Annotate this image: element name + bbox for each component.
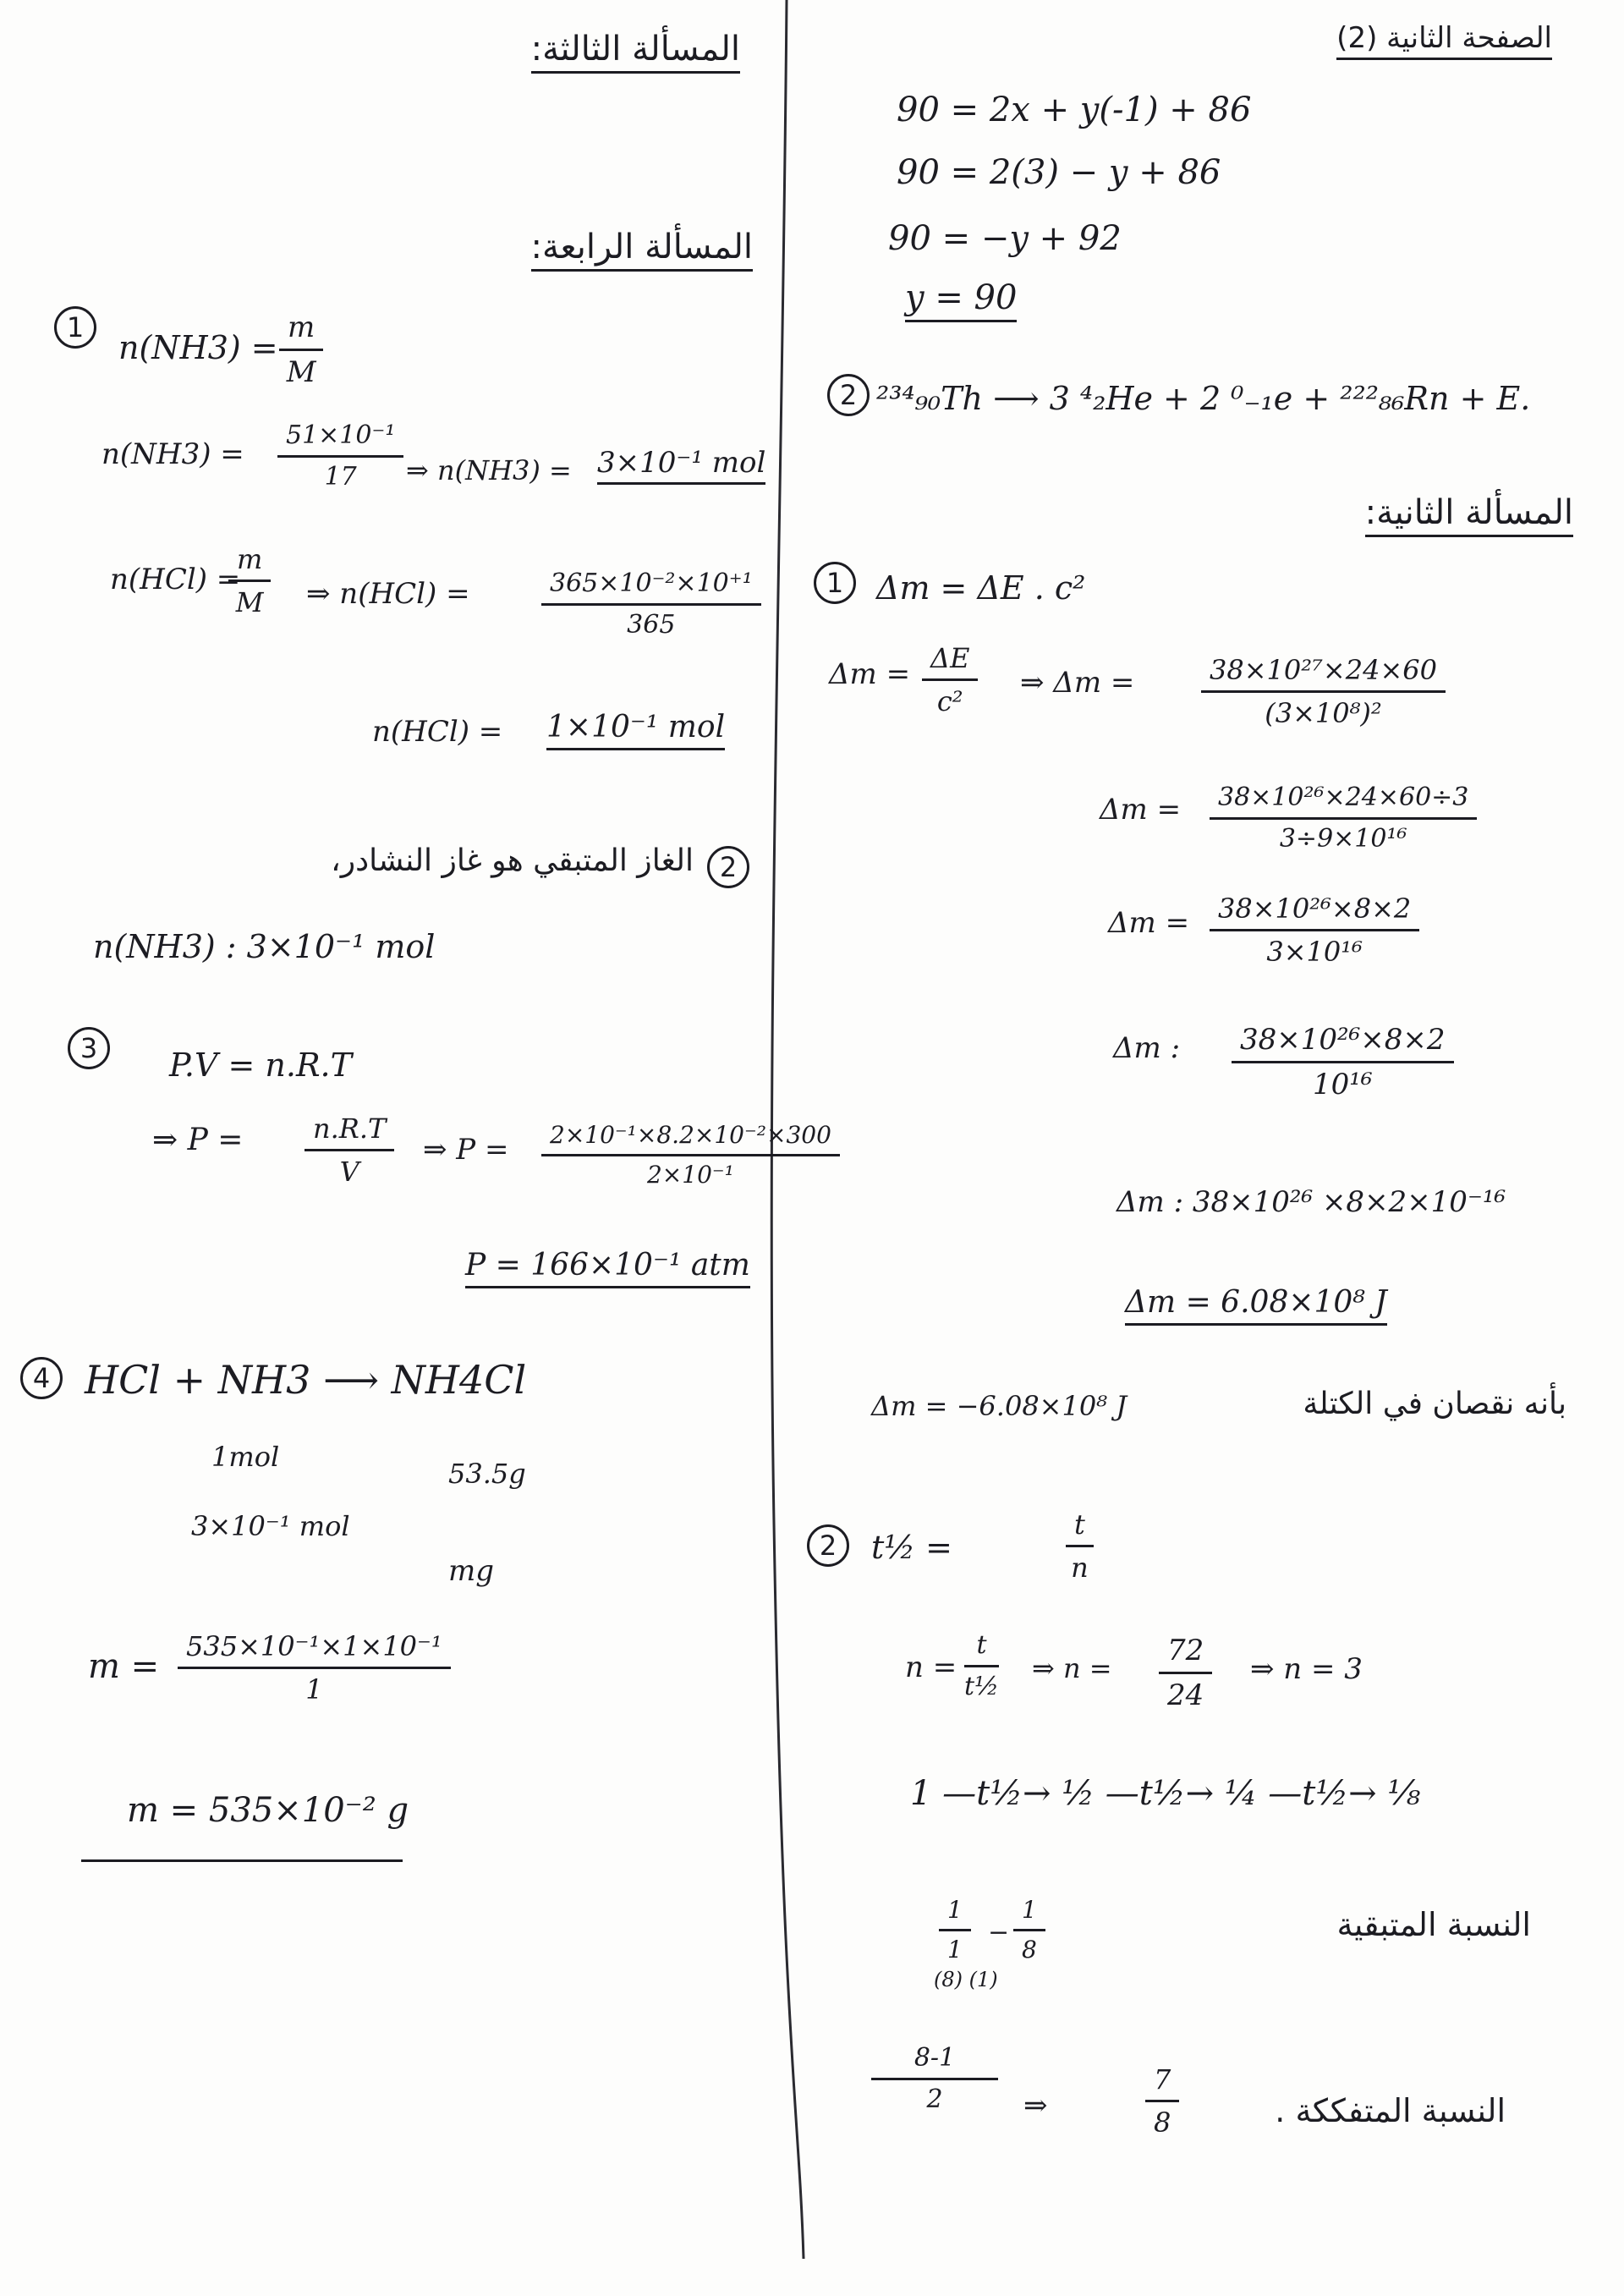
q1-line3-rhs: ⇒ n(HCl) =	[306, 577, 470, 611]
p2-q1-line6: Δm : 38×10²⁶ ×8×2×10⁻¹⁶	[1116, 1185, 1506, 1219]
p2-q1-line5-lhs: Δm :	[1113, 1031, 1181, 1065]
right-eq2: 90 = 2(3) − y + 86	[897, 153, 1221, 192]
p2-q2-line2-mid: ⇒ n =	[1032, 1652, 1112, 1684]
q3-frac-nrt-over-v: n.R.T V	[304, 1115, 394, 1185]
p2-q1-line3-frac: 38×10²⁶×24×60÷3 3÷9×10¹⁶	[1210, 785, 1477, 852]
nuclear-equation: ²³⁴₉₀Th ⟶ 3 ⁴₂He + 2 ⁰₋₁e + ²²²₈₆Rn + E.	[876, 380, 1531, 417]
nuclear-question-2-marker: 2	[827, 374, 870, 416]
q4-m-frac: 535×10⁻¹×1×10⁻¹ 1	[178, 1633, 451, 1703]
p2-q2-decay-chain: 1 —t½→ ½ —t½→ ¼ —t½→ ⅛	[910, 1774, 1421, 1813]
q1-line2-lhs: n(NH3) =	[102, 437, 244, 471]
p2-q2-final-seven-eighths: 7 8	[1145, 2066, 1179, 2136]
q1-line4-result: 1×10⁻¹ mol	[546, 712, 725, 750]
p2-q2-line1-lhs: t½ =	[871, 1529, 953, 1566]
q4-result-underline	[81, 1859, 403, 1862]
p2-q2-line2-lhs: n =	[905, 1651, 957, 1684]
question-2-marker: 2	[707, 846, 749, 888]
p2-q2-final-label: النسبة المتفككة .	[1275, 2092, 1506, 2129]
right-eq1: 90 = 2x + y(-1) + 86	[897, 91, 1252, 129]
p2-q1-frac-de-over-c2: ΔE c²	[922, 645, 978, 715]
p2-q1-line3-lhs: Δm =	[1100, 793, 1182, 827]
q4-m-lhs: m =	[88, 1647, 160, 1686]
p2-question-1-marker: 1	[814, 562, 856, 604]
p2-q2-final-arrow: ⇒	[1023, 2089, 1048, 2123]
q1-line3-frac: m M	[228, 546, 271, 616]
question-1-marker: 1	[54, 306, 96, 349]
question-4-marker: 4	[20, 1357, 63, 1399]
p2-q1-line2-mid: ⇒ Δm =	[1020, 666, 1135, 700]
p2-q2-rem-frac-a: 1 1	[939, 1898, 971, 1962]
problem-two-title: المسألة الثانية:	[1365, 496, 1573, 537]
q3-line2-lhs: ⇒ P =	[152, 1123, 244, 1157]
q2-remaining-gas-text: الغاز المتبقي هو غاز النشادر،	[331, 843, 694, 878]
p2-q2-rem-minus: −	[988, 1918, 1010, 1947]
q1-line2-rhs: ⇒ n(NH3) =	[406, 454, 572, 486]
q3-line2-mid: ⇒ P =	[423, 1133, 509, 1167]
q1-line2-result: 3×10⁻¹ mol	[597, 448, 765, 485]
problem-four-title: المسألة الرابعة:	[531, 230, 753, 272]
p2-q2-final-frac: 8-1 2	[871, 2046, 998, 2112]
right-eq3: 90 = −y + 92	[888, 219, 1122, 258]
q1-frac-m-over-M: m M	[279, 313, 323, 387]
p2-q1-line5-frac: 38×10²⁶×8×2 10¹⁶	[1232, 1025, 1454, 1099]
q4-row2-left: 3×10⁻¹ mol	[191, 1510, 350, 1542]
q4-equation: HCl + NH3 ⟶ NH4Cl	[85, 1357, 527, 1403]
p2-q2-rem-frac-b: 1 8	[1013, 1898, 1045, 1962]
p2-q2-frac-t-over-n: t n	[1066, 1511, 1094, 1581]
q3-frac-values: 2×10⁻¹×8.2×10⁻²×300 2×10⁻¹	[541, 1123, 840, 1187]
q3-result: P = 166×10⁻¹ atm	[465, 1250, 750, 1288]
p2-q2-frac-72-over-24: 72 24	[1159, 1636, 1212, 1710]
p2-q2-frac-t-over-thalf: t t½	[964, 1630, 1000, 1701]
p2-q1-line4-frac: 38×10²⁶×8×2 3×10¹⁶	[1210, 895, 1419, 965]
q1-line2-frac: 51×10⁻¹ 17	[277, 423, 403, 490]
p2-q1-result: Δm = 6.08×10⁸ J	[1125, 1288, 1387, 1326]
problem-three-title: المسألة الثالثة:	[531, 32, 740, 74]
p2-q1-line2-lhs: Δm =	[829, 657, 911, 691]
q2-line: n(NH3) : 3×10⁻¹ mol	[93, 928, 436, 965]
p2-question-2-marker: 2	[807, 1524, 849, 1567]
q4-row2-right: mg	[448, 1554, 495, 1588]
p2-q2-rem-sub: (8) (1)	[934, 1968, 998, 1991]
p2-q1-note-math: Δm = −6.08×10⁸ J	[871, 1390, 1127, 1422]
question-3-marker: 3	[68, 1027, 110, 1069]
page-label: الصفحة الثانية (2)	[1336, 24, 1552, 60]
p2-q1-frac-values: 38×10²⁷×24×60 (3×10⁸)²	[1201, 656, 1446, 727]
q4-result: m = 535×10⁻² g	[127, 1791, 409, 1830]
right-eq4: y = 90	[905, 281, 1017, 322]
p2-q1-line4-lhs: Δm =	[1108, 906, 1190, 940]
q1-line3-lhs: n(HCl) =	[110, 563, 241, 596]
q1-line1: n(NH3) =	[118, 329, 278, 366]
p2-q2-remaining-label: النسبة المتبقية	[1336, 1906, 1531, 1943]
p2-q2-line2-rhs: ⇒ n = 3	[1250, 1652, 1363, 1686]
q4-row1-left: 1mol	[211, 1441, 280, 1473]
p2-q1-line1: Δm = ΔE . c²	[876, 569, 1086, 607]
q3-line1: P.V = n.R.T	[169, 1046, 352, 1084]
q4-row1-right: 53.5g	[448, 1458, 526, 1490]
q1-line4: n(HCl) =	[372, 715, 503, 749]
q1-line3-frac2: 365×10⁻²×10⁺¹ 365	[541, 571, 761, 638]
p2-q1-note-text: بأنه نقصان في الكتلة	[1303, 1387, 1566, 1421]
